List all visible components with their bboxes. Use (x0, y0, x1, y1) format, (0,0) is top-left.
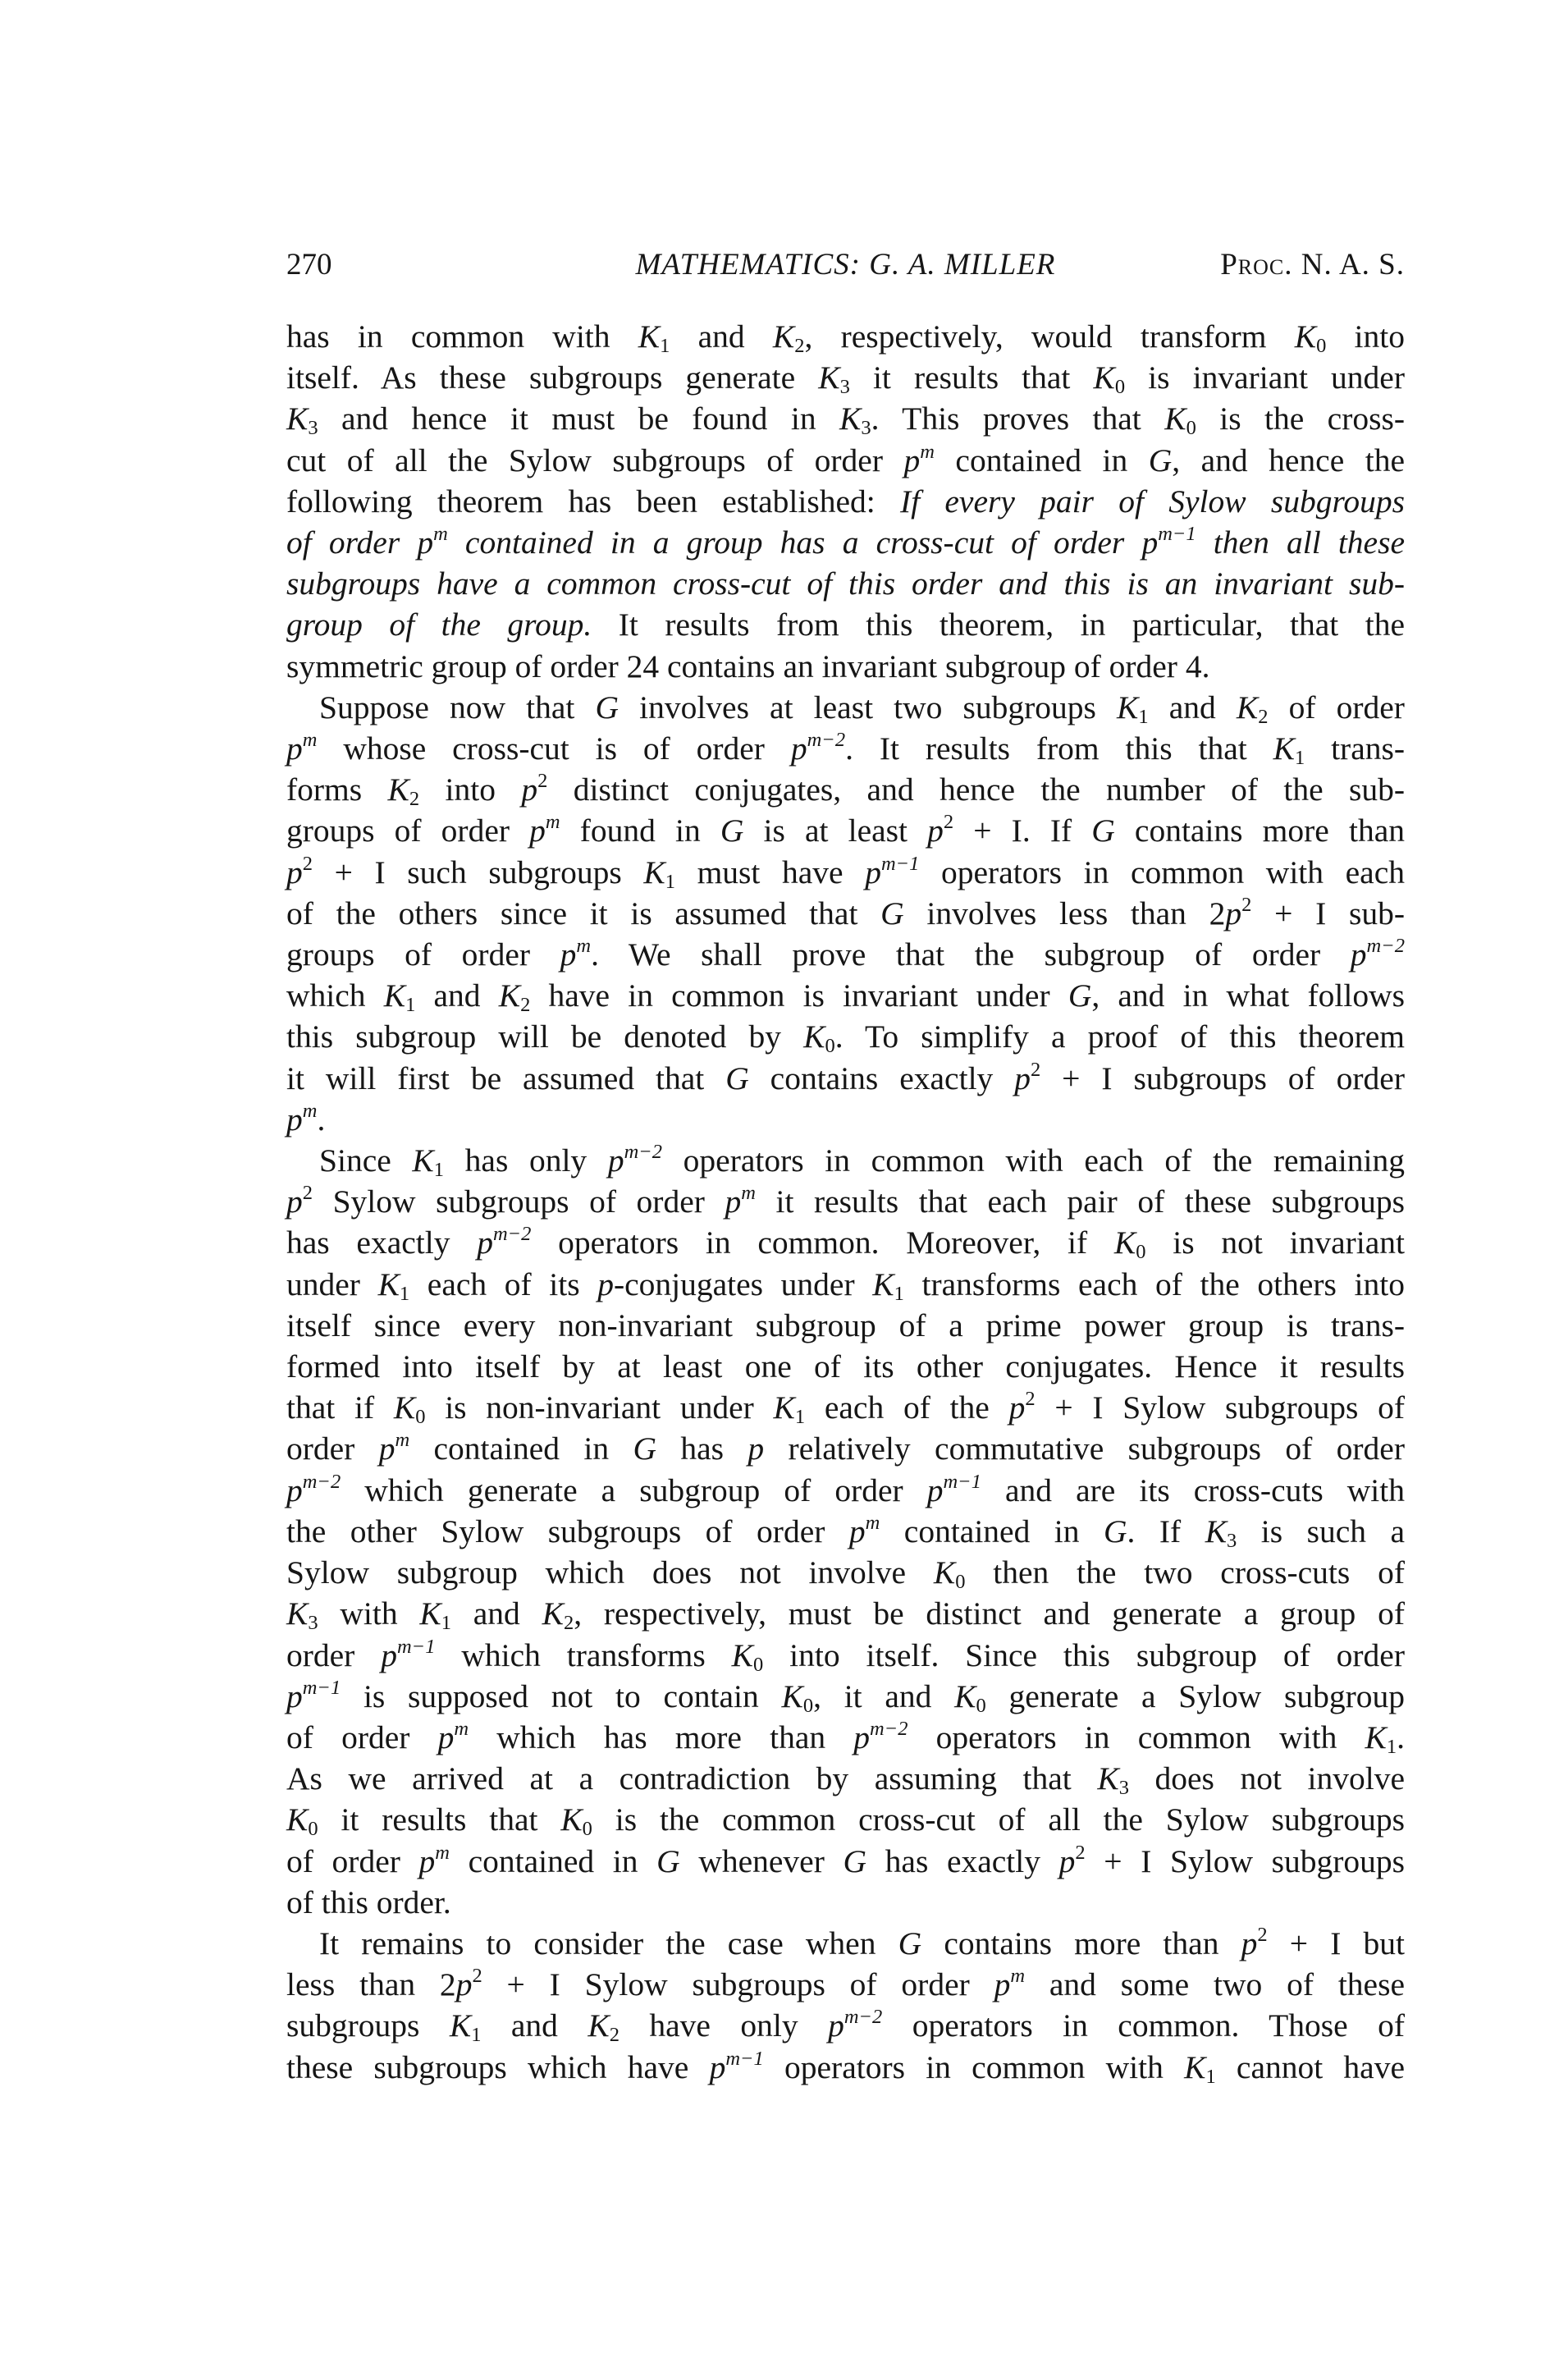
text-line: Suppose now that G involves at least two subgroups $K_1$ and $K_2$ of order (319, 689, 1405, 728)
text-line: has in common with $K_1$ and $K_2$, respectively, would transform $K_0$ into (286, 318, 1406, 358)
text-line: of this order. (286, 1883, 451, 1920)
text-line: groups of order $p^m$. We shall prove that the subgroup of order $p^{m-2}$ (286, 935, 1405, 973)
page-header (286, 245, 1405, 286)
text-line: the other Sylow subgroups of order $p^m$ contained in G. If $K_3$ is such a (286, 1511, 1405, 1552)
text-line: It remains to consider the case when G contains more than $p^2 + I$ but (319, 1924, 1405, 1961)
text-line: forms $K_2$ into $p^2$ distinct conjugates, and hence the number of the sub- (286, 770, 1406, 811)
text-line: has exactly $p^{m-2}$ operators in common. Moreover, if $K_0$ is not invariant (286, 1223, 1406, 1264)
text-line: $K_3$ and hence it must be found in $K_3$. This proves that $K_0$ is the cross- (286, 400, 1405, 440)
text-line: subgroups have a common cross-cut of this order and this is an invariant sub- (286, 565, 1405, 602)
text-line: $p^{m-2}$ which generate a subgroup of order $p^{m-1}$ and are its cross-cuts with (286, 1470, 1405, 1508)
text-line: which $K_1$ and $K_2$ have in common is invariant under G, and in what follows (286, 977, 1405, 1017)
text-line: itself. As these subgroups generate $K_3$ it results that $K_0$ is invariant under (286, 359, 1405, 399)
text-line: order $p^m$ contained in G has p relatively commutative subgroups of order (286, 1429, 1405, 1467)
page-number: 270 (286, 248, 332, 281)
text-line: $p^2$ Sylow subgroups of order $p^m$ it results that each pair of these subgroups (286, 1182, 1405, 1220)
journal-abbreviation: Proc. N. A. S. (1220, 248, 1405, 281)
text-line: symmetric group of order 24 contains an invariant subgroup of order 4. (286, 648, 1210, 684)
text-line: of order $p^m$ contained in G whenever G has exactly $p^2 + I$ Sylow subgroups (286, 1841, 1406, 1879)
text-line: these subgroups which have $p^{m-1}$ operators in common with $K_1$ cannot have (286, 2047, 1405, 2088)
article-body (286, 316, 1405, 2088)
text-line: Since $K_1$ has only $p^{m-2}$ operators in common with each of the remaining (319, 1141, 1405, 1182)
text-line: following theorem has been established: If every pair of Sylow subgroups (286, 483, 1405, 519)
text-line: order $p^{m-1}$ which transforms $K_0$ into itself. Since this subgroup of order (286, 1635, 1405, 1676)
text-line: of order $p^m$ which has more than $p^{m-2}$ operators in common with $K_1$. (286, 1718, 1405, 1759)
text-line: subgroups $K_1$ and $K_2$ have only $p^{m-2}$ operators in common. Those of (286, 2006, 1405, 2047)
text-line: itself since every non-invariant subgroup of a prime power group is trans- (286, 1307, 1405, 1343)
text-line: of order $p^m$ contained in a group has a cross-cut of order $p^{m-1}$ then all these (286, 523, 1405, 561)
running-title: MATHEMATICS: G. A. MILLER (635, 248, 1056, 281)
text-line: $p^m$. (286, 1099, 326, 1137)
text-line: less than $2p^2 + I$ Sylow subgroups of order $p^m$ and some two of these (286, 1965, 1405, 2003)
text-line: it will first be assumed that G contains exactly $p^2 + I$ subgroups of order (286, 1058, 1405, 1096)
text-line: cut of all the Sylow subgroups of order $p^m$ contained in G, and hence the (286, 440, 1405, 478)
text-line: groups of order $p^m$ found in G is at least $p^2 + I$. If G contains more than (286, 811, 1405, 849)
text-line: $p^2 + I$ such subgroups $K_1$ must have $p^{m-1}$ operators in common with each (286, 852, 1406, 893)
text-line: $K_0$ it results that $K_0$ is the common cross-cut of all the Sylow subgroups (286, 1801, 1405, 1841)
text-line: under $K_1$ each of its p-conjugates under $K_1$ transforms each of the others into (286, 1266, 1405, 1305)
text-line: As we arrived at a contradiction by assuming that $K_3$ does not involve (286, 1760, 1406, 1800)
text-line: formed into itself by at least one of its other conjugates. Hence it results (286, 1348, 1405, 1385)
text-line: $p^{m-1}$ is supposed not to contain $K_0$, it and $K_0$ generate a Sylow subgroup (286, 1676, 1405, 1717)
text-line: this subgroup will be denoted by $K_0$. To simplify a proof of this theorem (286, 1018, 1405, 1058)
text-line: $K_3$ with $K_1$ and $K_2$, respectively, must be distinct and generate a group of (286, 1595, 1405, 1635)
text-line: that if $K_0$ is non-invariant under $K_1$ each of the $p^2 + I$ Sylow subgroups of (286, 1388, 1406, 1429)
text-line: group of the group. It results from this theorem, in particular, that the (286, 606, 1406, 643)
text-line: of the others since it is assumed that G involves less than $2p^2 + I$ sub- (286, 893, 1405, 931)
text-line: $p^m$ whose cross-cut is of order $p^{m-2}$. It results from this that $K_1$ trans- (286, 729, 1406, 770)
text-line: Sylow subgroup which does not involve $K_0$ then the two cross-cuts of (286, 1554, 1405, 1594)
